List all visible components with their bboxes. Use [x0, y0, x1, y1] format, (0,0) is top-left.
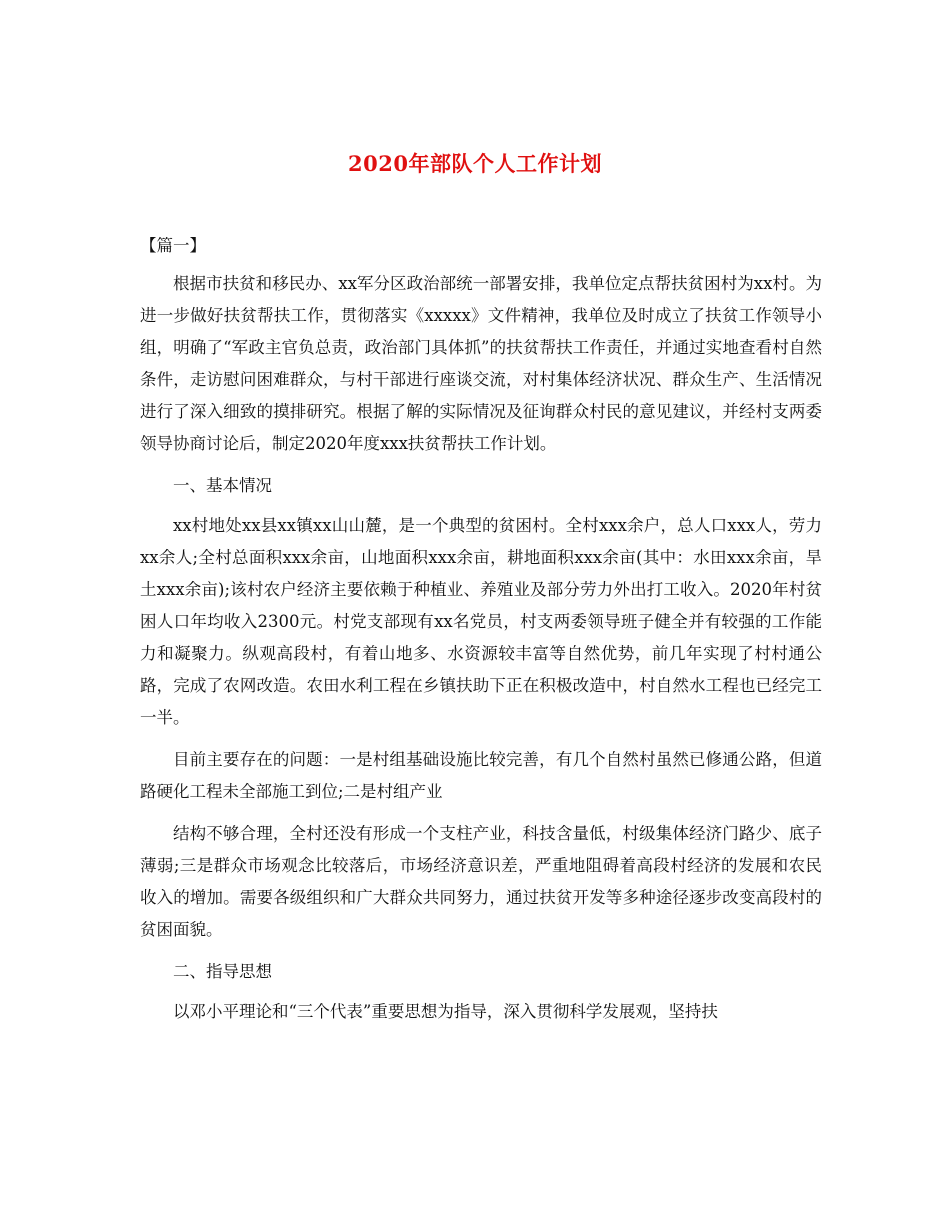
- heading-basic-situation: 一、基本情况: [173, 476, 272, 495]
- section-label: 【篇一】: [140, 236, 206, 255]
- paragraph-guiding-ideology: 以邓小平理论和“三个代表”重要思想为指导，深入贯彻科学发展观，坚持扶: [173, 1002, 718, 1021]
- paragraph-intro: 根据市扶贫和移民办、xx军分区政治部统一部署安排，我单位定点帮扶贫困村为xx村。为进一步做好扶贫帮扶工作，贯彻落实《xxxxx》文件精神，我单位及时成立了扶贫工作领导小组，明确了“军政主官负总责，政治部门具体抓”的扶贫帮扶工作责任，并通过实地查看村自然条件，走访慰问困难群众，与村干部进行座谈交流，对村集体经济状况、群众生产、生活情况进行了深入细致的摸排研究。根据了解的实际情况及征询群众村民的意见建议，并经村支两委领导协商讨论后，制定2020年度xxx扶贫帮扶工作计划。: [140, 274, 822, 453]
- paragraph-problems: 目前主要存在的问题：一是村组基础设施比较完善，有几个自然村虽然已修通公路，但道路硬化工程未全部施工到位;二是村组产业: [140, 750, 822, 801]
- paragraph-problems-continued: 结构不够合理，全村还没有形成一个支柱产业，科技含量低，村级集体经济门路少、底子薄弱;三是群众市场观念比较落后，市场经济意识差，严重地阻碍着高段村经济的发展和农民收入的增加。需要各级组织和广大群众共同努力，通过扶贫开发等多种途径逐步改变高段村的贫困面貌。: [140, 824, 822, 939]
- paragraph-basic-situation: xx村地处xx县xx镇xx山山麓，是一个典型的贫困村。全村xxx余户，总人口xxx人，劳力xx余人;全村总面积xxx余亩，山地面积xxx余亩，耕地面积xxx余亩(其中：水田xxx余亩，旱土xxx余亩);该村农户经济主要依赖于种植业、养殖业及部分劳力外出打工收入。2020年村贫困人口年均收入2300元。村党支部现有xx名党员，村支两委领导班子健全并有较强的工作能力和凝聚力。纵观高段村，有着山地多、水资源较丰富等自然优势，前几年实现了村村通公路，完成了农网改造。农田水利工程在乡镇扶助下正在积极改造中，村自然水工程也已经完工一半。: [140, 516, 822, 727]
- heading-guiding-ideology: 二、指导思想: [173, 962, 272, 981]
- document-body: [140, 230, 822, 1038]
- document-title: 2020年部队个人工作计划: [348, 151, 602, 176]
